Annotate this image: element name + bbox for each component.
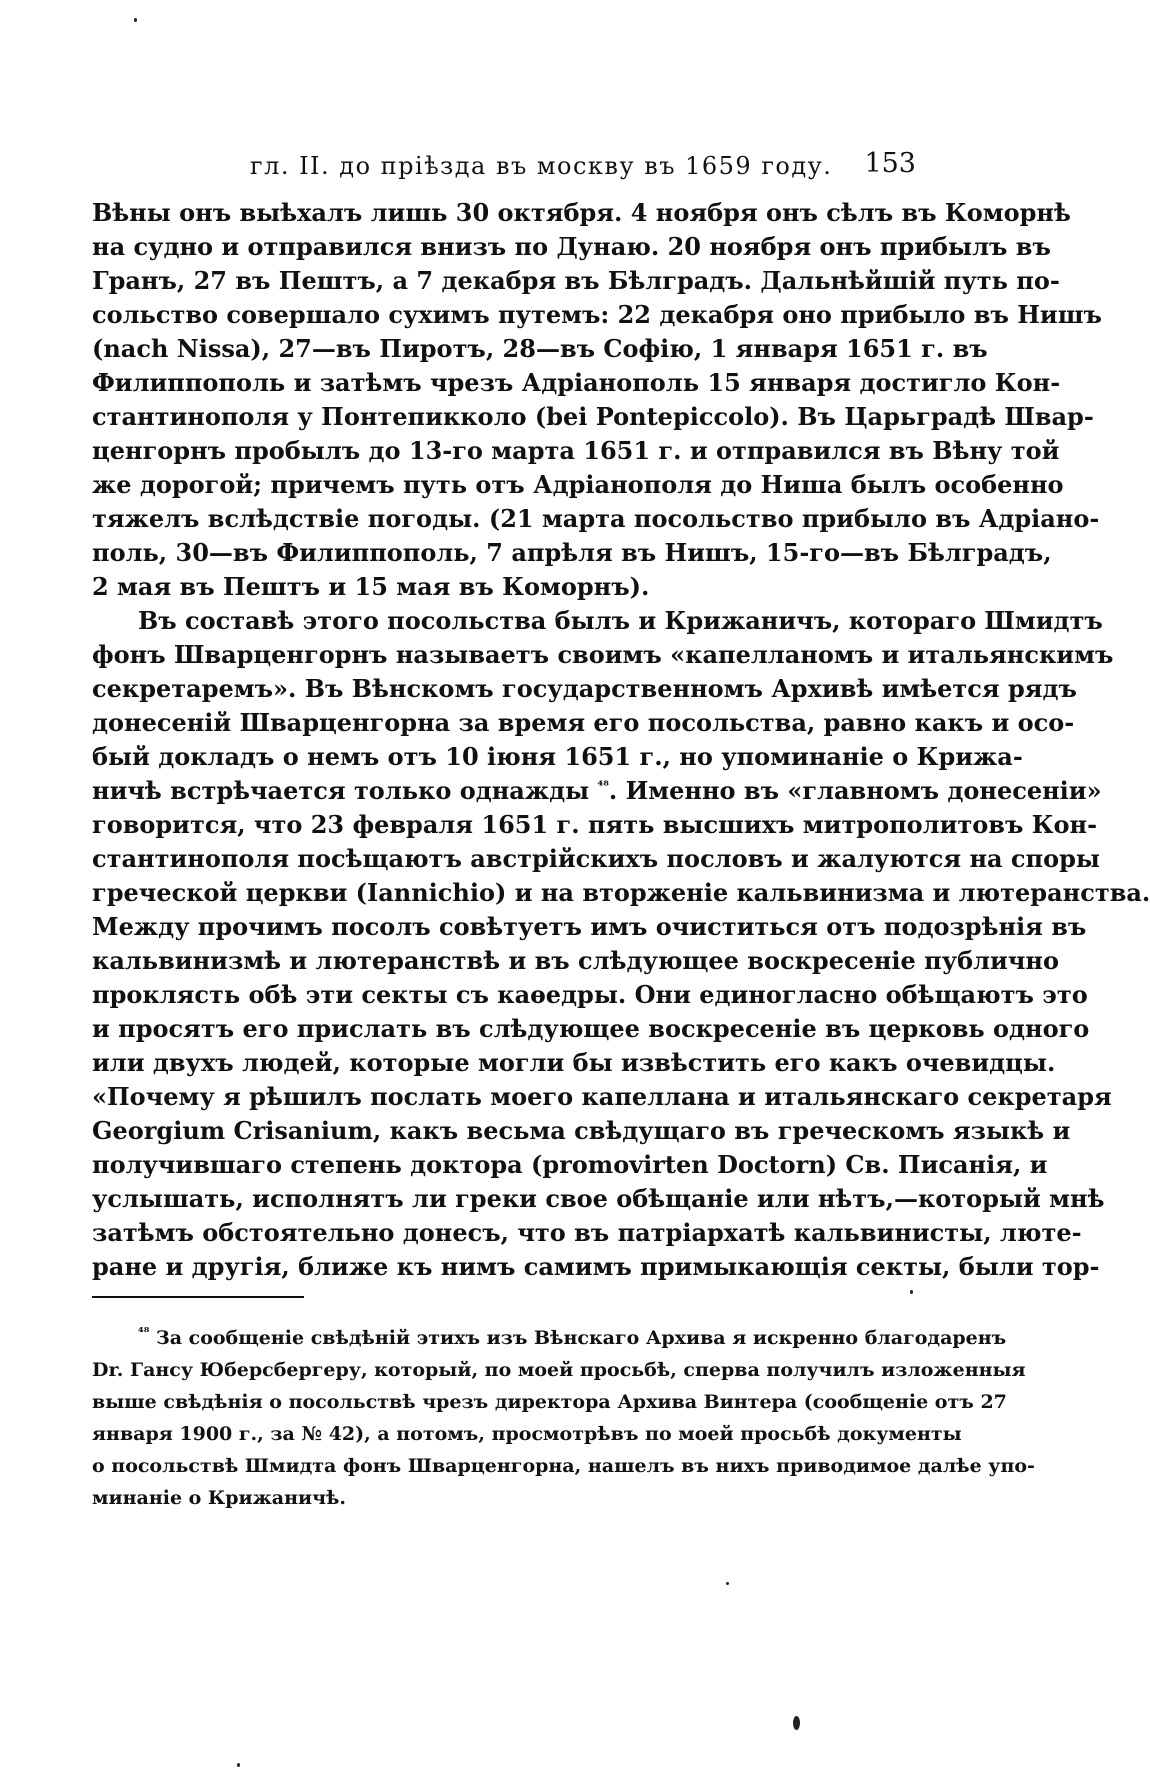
text-line: донесеній Шварценгорна за время его посольства, равно какъ и осо-	[92, 708, 1075, 737]
text-line: ране и другія, ближе къ нимъ самимъ примыкающія секты, были тор-	[92, 1252, 1100, 1281]
scan-speck	[726, 1582, 729, 1585]
footnote-line: января 1900 г., за № 42), а потомъ, просмотрѣвъ по моей просьбѣ документы	[92, 1423, 962, 1445]
text-line: стантинополя посѣщаютъ австрійскихъ пословъ и жалуются на споры	[92, 844, 1100, 873]
footnote-line: Dr. Гансу Юберсбергеру, который, по моей просьбѣ, сперва получилъ изложенныя	[92, 1359, 1026, 1381]
text-line: кальвинизмѣ и лютеранствѣ и въ слѣдующее воскресеніе публично	[92, 946, 1059, 975]
scan-speck	[134, 18, 137, 22]
text-line-part: ничѣ встрѣчается только однажды	[92, 776, 590, 805]
text-line: проклясть обѣ эти секты съ каѳедры. Они единогласно обѣщаютъ это	[92, 980, 1088, 1009]
footnote-line: выше свѣдѣнія о посольствѣ чрезъ директора Архива Винтера (сообщеніе отъ 27	[92, 1391, 1007, 1413]
text-line-part: . Именно въ «главномъ донесеніи»	[608, 776, 1102, 805]
footnote-reference: ⁴⁸	[597, 779, 609, 794]
text-line: Вѣны онъ выѣхалъ лишь 30 октября. 4 ноября онъ сѣлъ въ Коморнѣ	[92, 198, 1071, 227]
main-text	[92, 196, 1150, 1284]
text-line-with-footnote-ref	[92, 774, 1102, 808]
text-line: Georgium Crisanium, какъ весьма свѣдущаго въ греческомъ языкѣ и	[92, 1116, 1071, 1145]
text-line: тяжелъ вслѣдствіе погоды. (21 марта посольство прибыло въ Адріано-	[92, 504, 1100, 533]
scan-speck	[237, 1763, 240, 1767]
footnote-separator	[92, 1296, 304, 1298]
text-line: «Почему я рѣшилъ послать моего капеллана и итальянскаго секретаря	[92, 1082, 1112, 1111]
footnote-text: За сообщеніе свѣдѣній этихъ изъ Вѣнскаго Архива я искренно благодаренъ	[156, 1327, 1007, 1349]
text-line: же дорогой; причемъ путь отъ Адріанополя до Ниша былъ особенно	[92, 470, 1064, 499]
text-line: Гранъ, 27 въ Пештъ, а 7 декабря въ Бѣлградъ. Дальнѣйшій путь по-	[92, 266, 1060, 295]
text-line: на судно и отправился внизъ по Дунаю. 20 ноября онъ прибылъ въ	[92, 232, 1051, 261]
scan-speck	[793, 1716, 800, 1730]
text-line: Между прочимъ посолъ совѣтуетъ имъ очиститься отъ подозрѣнія въ	[92, 912, 1087, 941]
text-line: стантинополя у Понтепикколо (bei Pontepiccolo). Въ Царьградѣ Швар-	[92, 402, 1094, 431]
footnotes	[92, 1322, 1035, 1514]
page-number: 153	[864, 148, 916, 179]
text-line: фонъ Шварценгорнъ называетъ своимъ «капелланомъ и итальянскимъ	[92, 640, 1114, 669]
text-line: поль, 30—въ Филиппополь, 7 апрѣля въ Нишъ, 15-го—въ Бѣлградъ,	[92, 538, 1052, 567]
text-line: греческой церкви (Iannichio) и на вторженіе кальвинизма и лютеранства.	[92, 878, 1150, 907]
text-line: бый докладъ о немъ отъ 10 іюня 1651 г., но упоминаніе о Крижа-	[92, 742, 1023, 771]
text-line: 2 мая въ Пештъ и 15 мая въ Коморнъ).	[92, 572, 650, 601]
text-line: секретаремъ». Въ Вѣнскомъ государственномъ Архивѣ имѣется рядъ	[92, 674, 1077, 703]
page-header	[92, 148, 920, 188]
text-line: услышать, исполнятъ ли греки свое обѣщаніе или нѣтъ,—который мнѣ	[92, 1184, 1105, 1213]
text-line: ценгорнъ пробылъ до 13-го марта 1651 г. и отправился въ Вѣну той	[92, 436, 1060, 465]
scan-speck	[910, 1290, 913, 1294]
text-line: получившаго степень доктора (promovirten Doctorn) Св. Писанія, и	[92, 1150, 1048, 1179]
text-line: или двухъ людей, которые могли бы извѣстить его какъ очевидцы.	[92, 1048, 1056, 1077]
text-line: (nach Nissa), 27—въ Пиротъ, 28—въ Софію, 1 января 1651 г. въ	[92, 334, 988, 363]
footnote-number: ⁴⁸	[138, 1325, 150, 1341]
text-line: сольство совершало сухимъ путемъ: 22 декабря оно прибыло въ Нишъ	[92, 300, 1102, 329]
running-title: гл. II. до прiѣзда въ москву въ 1659 году.	[250, 152, 833, 180]
text-line: затѣмъ обстоятельно донесъ, что въ патріархатѣ кальвинисты, люте-	[92, 1218, 1082, 1247]
paragraph-start-line: Въ составѣ этого посольства былъ и Крижаничъ, котораго Шмидтъ	[138, 606, 1103, 635]
text-line: говорится, что 23 февраля 1651 г. пять высшихъ митрополитовъ Кон-	[92, 810, 1098, 839]
footnote-line: о посольствѣ Шмидта фонъ Шварценгорна, нашелъ въ нихъ приводимое далѣе упо-	[92, 1455, 1035, 1477]
footnote-line: минаніе о Крижаничѣ.	[92, 1487, 346, 1509]
text-line: и просятъ его прислать въ слѣдующее воскресеніе въ церковь одного	[92, 1014, 1090, 1043]
text-line: Филиппополь и затѣмъ чрезъ Адріанополь 15 января достигло Кон-	[92, 368, 1061, 397]
footnote-line	[92, 1322, 1007, 1354]
